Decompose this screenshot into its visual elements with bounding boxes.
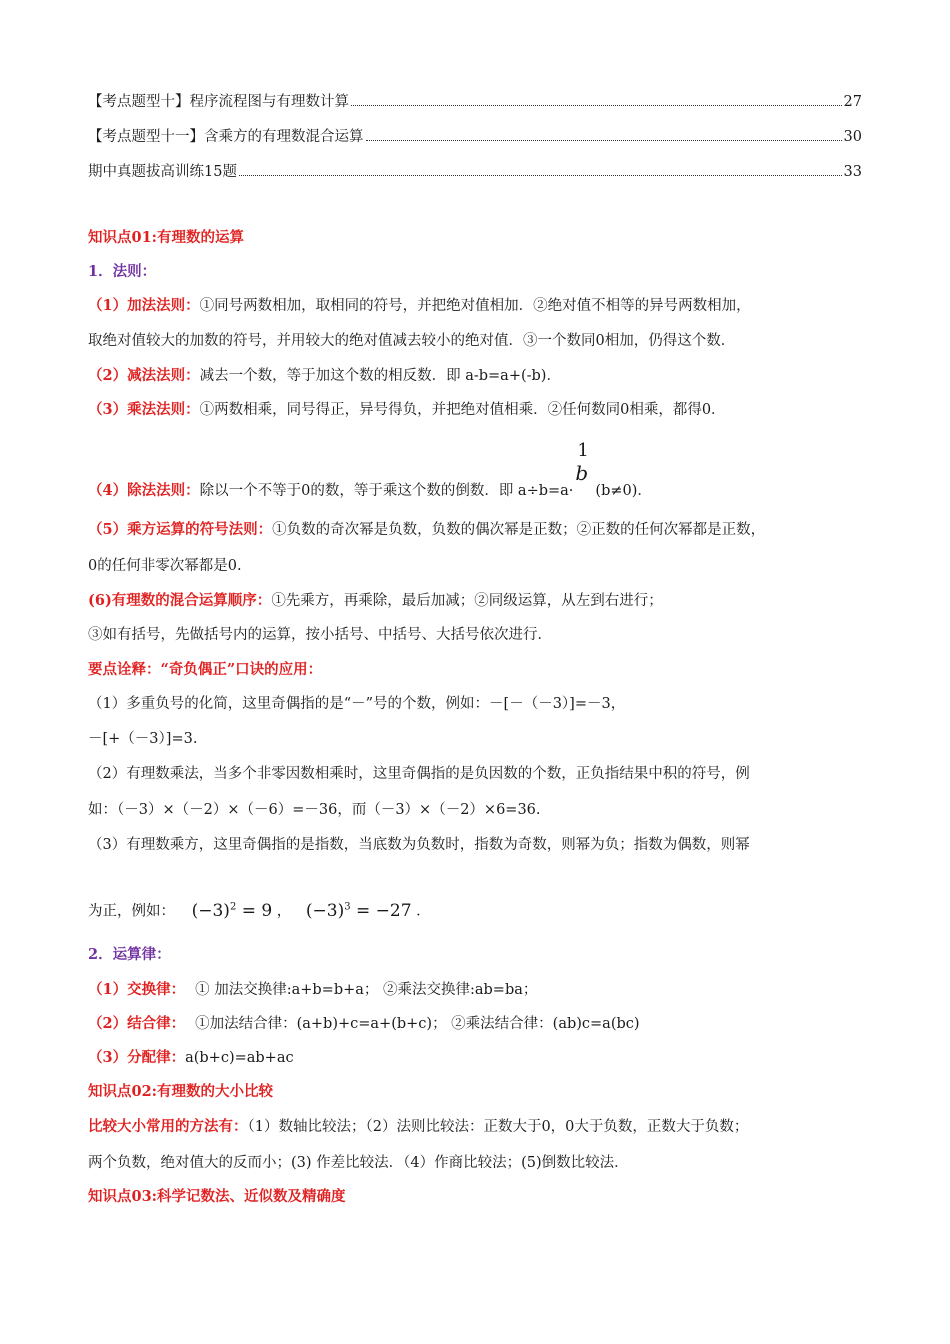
mul-label: （3）乘法法则： — [88, 401, 200, 418]
frac-numerator: 1 — [577, 440, 589, 461]
section-heading-k3: 知识点03:科学记数法、近似数及精确度 — [88, 1188, 346, 1205]
sub-label: （2）减法法则： — [88, 367, 200, 384]
fraction-one-over-b — [573, 440, 595, 495]
section-heading-k1: 知识点01:有理数的运算 — [88, 229, 245, 246]
section-heading-k2: 知识点02:有理数的大小比较 — [88, 1083, 274, 1100]
add-label: （1）加法法则： — [88, 297, 200, 314]
add-text: ①同号两数相加，取相同的符号，并把绝对值相加．②绝对值不相等的异号两数相加， — [199, 298, 751, 314]
toc-leader — [366, 139, 842, 141]
pow-rule-cont: 0的任何非零次幂都是0. — [88, 558, 242, 574]
pow-text: ①负数的奇次幂是负数，负数的偶次幂是正数；②正数的任何次幂都是正数， — [272, 522, 766, 538]
mul-text: ①两数相乘，同号得正，异号得负，并把绝对值相乘．②任何数同0相乘，都得0． — [199, 402, 726, 418]
toc-page: 30 — [843, 129, 862, 145]
distributive-law — [88, 1048, 862, 1068]
div-tail: (b≠0)． — [595, 483, 652, 499]
toc-title: 【考点题型十一】含乘方的有理数混合运算 — [88, 129, 364, 145]
div-text: 除以一个不等于0的数，等于乘这个数的倒数．即 a÷b=a· — [199, 483, 574, 499]
toc-entry[interactable] — [88, 162, 862, 182]
rules-heading: 1．法则： — [88, 263, 157, 280]
toc-entry[interactable] — [88, 127, 862, 147]
order-text: ①先乘方，再乘除，最后加减；②同级运算，从左到右进行； — [271, 593, 663, 609]
toc-page: 33 — [843, 164, 862, 180]
laws-heading: 2．运算律： — [88, 946, 171, 963]
toc-leader — [239, 174, 842, 176]
pow-rule — [88, 520, 862, 540]
key-point-3: （3）有理数乘方，这里奇偶指的是指数，当底数为负数时，指数为奇数，则幂为负；指数为偶数，则幂 — [88, 837, 750, 853]
toc-leader — [351, 104, 842, 106]
order-rule — [88, 591, 862, 611]
add-rule — [88, 296, 862, 316]
example-1: $(-3)^2 = 9$ — [191, 900, 273, 921]
key-point-3-lead: 为正，例如： — [88, 903, 175, 920]
mul-rule — [88, 400, 862, 420]
order-label: (6)有理数的混合运算顺序： — [88, 592, 272, 609]
pow-label: （5）乘方运算的符号法则： — [88, 521, 273, 538]
sub-rule — [88, 366, 862, 386]
comparison-methods-cont: 两个负数，绝对值大的反而小；(3) 作差比较法．（4）作商比较法；(5)倒数比较法． — [88, 1155, 629, 1171]
assoc-label: （2）结合律： — [88, 1015, 186, 1032]
sub-text: 减去一个数，等于加这个数的相反数．即 a-b=a+(-b)． — [199, 368, 561, 384]
dist-text: a(b+c)=ab+ac — [185, 1050, 294, 1066]
associative-law — [88, 1014, 862, 1034]
add-rule-cont: 取绝对值较大的加数的符号，并用较大的绝对值减去较小的绝对值．③一个数同0相加，仍得这个数． — [88, 333, 736, 349]
key-points-heading: 要点诠释：“奇负偶正”口诀的应用： — [88, 661, 323, 678]
key-point-2-cont: 如：（－3）×（－2）×（－6）=－36，而（－3）×（－2）×6=36. — [88, 802, 541, 818]
dist-label: （3）分配律： — [88, 1049, 186, 1066]
key-point-3-cont: 为正，例如： $(-3)^2 = 9$ ， $(-3)^3 = -27$ ． — [88, 900, 431, 921]
div-rule — [88, 440, 862, 501]
toc-page: 27 — [843, 94, 862, 110]
comparison-label: 比较大小常用的方法有： — [88, 1118, 248, 1135]
div-label: （4）除法法则： — [88, 482, 200, 499]
comparison-text: （1）数轴比较法；（2）法则比较法：正数大于0，0大于负数，正数大于负数； — [247, 1119, 749, 1135]
key-point-2: （2）有理数乘法，当多个非零因数相乘时，这里奇偶指的是负因数的个数，正负指结果中积的符号，例 — [88, 766, 750, 782]
toc-title: 【考点题型十】程序流程图与有理数计算 — [88, 94, 349, 110]
comm-text: ① 加法交换律:a+b=b+a； ②乘法交换律:ab=ba； — [195, 982, 538, 998]
comparison-methods — [88, 1117, 862, 1137]
toc-title: 期中真题拔高训练15题 — [88, 164, 237, 180]
commutative-law — [88, 980, 862, 1000]
key-point-1-cont: －[+（－3）]=3. — [88, 731, 198, 747]
key-point-1: （1）多重负号的化简，这里奇偶指的是“－”号的个数，例如：－[－（－3）]=－3， — [88, 696, 626, 712]
frac-denominator: b — [575, 461, 589, 485]
assoc-text: ①加法结合律：(a+b)+c=a+(b+c)； ②乘法结合律：(ab)c=a(bc) — [195, 1016, 640, 1032]
example-2: $(-3)^3 = -27$ — [305, 900, 412, 921]
order-rule-cont: ③如有括号，先做括号内的运算，按小括号、中括号、大括号依次进行． — [88, 627, 552, 643]
comm-label: （1）交换律： — [88, 981, 186, 998]
toc-entry[interactable] — [88, 92, 862, 112]
